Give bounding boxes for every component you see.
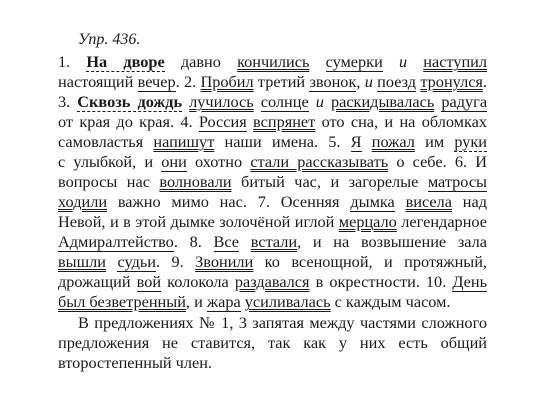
text-line-5	[58, 132, 487, 152]
text-line-1	[58, 52, 487, 72]
predicate: раздавался	[234, 272, 310, 291]
text-line-13	[58, 292, 451, 312]
subject: солнце	[260, 92, 309, 111]
predicate: стали рассказывать	[250, 152, 389, 171]
subject: вечер	[137, 72, 176, 91]
plain-text: настоящий	[58, 72, 138, 91]
predicate: висела	[405, 192, 452, 211]
text-line-10	[58, 232, 487, 252]
plain-text: им	[414, 132, 455, 151]
predicate: кончились	[237, 52, 310, 71]
predicate: ходили	[58, 192, 108, 211]
text-line-8	[58, 192, 487, 212]
predicate: раскидывалась	[330, 92, 435, 111]
object: руки	[454, 132, 488, 151]
predicate: Пробил	[200, 72, 254, 91]
adverbial-phrase: Сквозь дождь	[77, 92, 183, 111]
subject: Я	[350, 132, 362, 151]
text-line-11	[58, 252, 487, 272]
plain-text: . 9.	[156, 252, 196, 271]
sentence-number: 3.	[58, 92, 78, 111]
plain-text: давно	[164, 52, 238, 71]
plain-text: наши имена. 5.	[214, 132, 351, 151]
predicate: волновали	[159, 172, 232, 191]
subject: звонок	[309, 72, 357, 91]
subject: судьи	[117, 252, 156, 271]
conjunction: , и	[356, 72, 378, 91]
plain-text: колокола	[161, 272, 235, 291]
subject: они	[161, 152, 187, 171]
predicate: усиливалась	[244, 292, 331, 311]
conjunction: и	[382, 52, 424, 71]
plain-text: легендарное	[396, 212, 487, 231]
predicate: встали	[250, 232, 298, 251]
plain-text: важно мимо нас. 7. Осенняя	[107, 192, 351, 211]
sentence-number: 1.	[58, 52, 87, 71]
predicate: напишут	[153, 132, 215, 151]
text-line-3	[58, 92, 487, 112]
predicate: наступил	[423, 52, 488, 71]
subject: День	[452, 272, 487, 291]
predicate: вспрянет	[253, 112, 316, 131]
note-line-1: В предложениях № 1, 3 запятая между частями сложного	[78, 313, 487, 332]
text-line-12	[58, 272, 487, 292]
predicate: пожал	[371, 132, 415, 151]
subject: поезд	[377, 72, 417, 91]
plain-text: Невой, и в этой дымке золочёной иглой	[58, 212, 339, 231]
plain-text: в окрестности. 10.	[309, 272, 453, 291]
plain-text: битый час, и загорелые	[231, 172, 428, 191]
plain-text: . 2.	[175, 72, 201, 91]
predicate: был безветренный	[58, 292, 186, 311]
plain-text: ото сна, и на обломках	[315, 112, 488, 131]
predicate: тронулся	[420, 72, 483, 91]
text-line-4	[58, 112, 487, 132]
text-line-2: настоящий вечер. 2. Пробил третий звонок, и поезд тронулся.	[58, 72, 487, 91]
plain-text: , и	[185, 292, 207, 311]
subject: жара	[206, 292, 241, 311]
plain-text: ко всенощной, и протяжный,	[253, 252, 488, 271]
predicate: Звонили	[195, 252, 254, 271]
predicate: лучилось	[189, 92, 254, 111]
plain-text: вопросы нас	[58, 172, 160, 191]
plain-text: о себе. 6. И	[388, 152, 487, 171]
plain-text: с каждым часом.	[330, 292, 451, 311]
exercise-number: Упр. 436.	[78, 31, 141, 48]
predicate: мерцало	[338, 212, 397, 231]
subject: сумерки	[325, 52, 383, 71]
conjunction: и	[308, 92, 331, 111]
adverbial-phrase: На дворе	[86, 52, 165, 71]
plain-text: охотно	[186, 152, 251, 171]
subject: дымка	[350, 192, 395, 211]
note-line-3: второстепенный член.	[58, 353, 212, 372]
text-line-9	[58, 212, 487, 232]
plain-text: . 8.	[173, 232, 214, 251]
text-line-6	[58, 152, 487, 172]
subject: Адмиралтейство	[58, 232, 174, 251]
text-line-7	[58, 172, 487, 192]
plain-text: дрожащий	[58, 272, 137, 291]
subject: радуга	[441, 92, 488, 111]
plain-text: с улыбкой, и	[58, 152, 162, 171]
subject: матросы	[427, 172, 487, 191]
plain-text: над	[451, 192, 487, 211]
note-line-2: предложения не ставится, так как у них есть общий	[58, 333, 487, 352]
plain-text: , и на возвышение зала	[297, 232, 487, 251]
plain-text: третий	[253, 72, 310, 91]
subject: Россия	[198, 112, 247, 131]
predicate: вышли	[58, 252, 107, 271]
plain-text: от края до края. 4.	[58, 112, 199, 131]
subject: вой	[136, 272, 162, 291]
subject: Все	[213, 232, 240, 251]
plain-text: самовластья	[58, 132, 154, 151]
